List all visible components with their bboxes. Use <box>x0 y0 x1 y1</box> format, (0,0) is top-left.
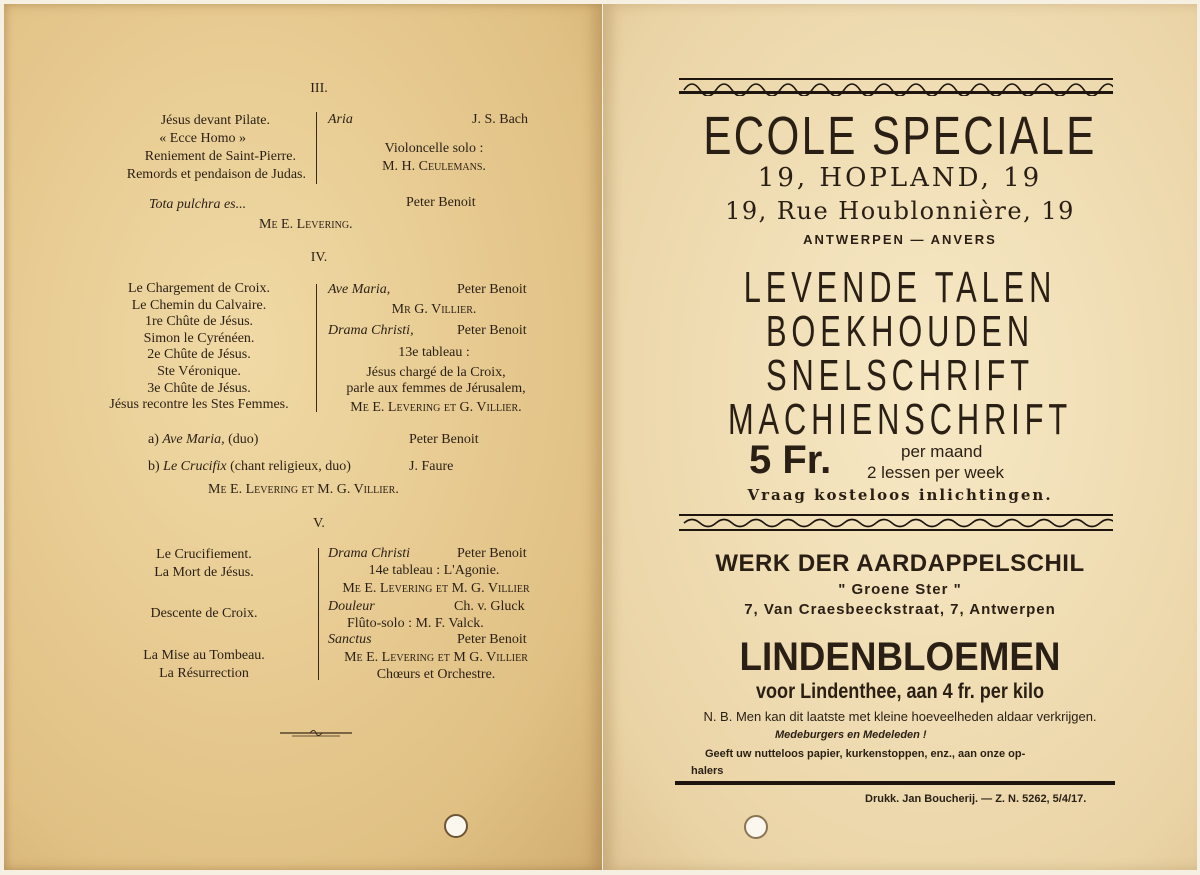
printer-line: Drukk. Jan Boucherij. — Z. N. 5262, 5/4/17. <box>865 793 1087 805</box>
tableau-13: 13e tableau : <box>398 345 470 360</box>
bottom-rule <box>675 781 1115 785</box>
douleur-composer: Ch. v. Gluck <box>454 599 525 614</box>
tableau-14: 14e tableau : L'Agonie. <box>368 563 500 578</box>
scene-line: La Mort de Jésus. <box>154 565 254 580</box>
violoncelle-solo: Violoncelle solo : <box>384 141 484 156</box>
scene-line: 1re Chûte de Jésus. <box>144 314 254 330</box>
per-month: per maand <box>901 442 983 461</box>
flute-solo: Flûto-solo : M. F. Valck. <box>347 616 484 631</box>
werk-address: 7, Van Craesbeeckstraat, 7, Antwerpen <box>744 601 1056 618</box>
scene-line: La Mise au Tombeau. <box>143 648 265 663</box>
bach-composer: J. S. Bach <box>472 112 528 127</box>
column-divider <box>318 548 319 680</box>
ecole-block <box>603 108 1197 164</box>
scene-line: Reniement de Saint-Pierre. <box>144 149 296 164</box>
scene-line: Jésus devant Pilate. <box>160 113 270 128</box>
section-numeral-iv: IV. <box>310 250 328 265</box>
linden-subtitle: voor Lindenthee, aan 4 fr. per kilo <box>755 680 1045 703</box>
middle-ornament-icon <box>679 513 1113 533</box>
section-iii-scenes <box>64 112 306 184</box>
duo-item-a-composer: Peter Benoit <box>409 432 479 447</box>
column-divider <box>316 112 317 184</box>
course-item: SNELSCHRIFT <box>766 351 1034 400</box>
scene-line: Jésus recontre les Stes Femmes. <box>109 397 289 413</box>
item-label: b) <box>148 459 160 474</box>
scene-line: 2e Chûte de Jésus. <box>147 347 251 363</box>
choeurs-orchestre: Chœurs et Orchestre. <box>376 667 496 682</box>
item-note: (duo) <box>228 432 259 447</box>
section-iv-performers: Me E. Levering et G. Villier. <box>350 400 522 415</box>
course-list <box>603 263 1197 444</box>
scene-line: Le Crucifiement. <box>156 547 252 562</box>
give-line-1: Geeft uw nutteloos papier, kurkenstoppen, enz., aan onze op- <box>705 748 1026 760</box>
aria-title: Aria <box>328 112 353 127</box>
duo-item-b-composer: J. Faure <box>409 459 454 474</box>
scene-line: Le Chargement de Croix. <box>127 281 271 296</box>
drama-christi-title: Drama Christi, <box>328 323 414 338</box>
section-v-performers-1: Me E. Levering et M. G. Villier <box>342 581 530 596</box>
item-title: Le Crucifix <box>163 459 227 474</box>
tota-pulchra-title: Tota pulchra es... <box>149 197 247 212</box>
course-item: LEVENDE TALEN <box>743 263 1057 312</box>
address-nl: 19, HOPLAND, 19 <box>757 163 1043 193</box>
drama-christi-v-composer: Peter Benoit <box>457 546 527 561</box>
scene-line: Ste Véronique. <box>157 363 241 379</box>
item-label: a) <box>148 432 159 447</box>
course-item: BOEKHOUDEN <box>765 307 1035 356</box>
drama-christi-composer: Peter Benoit <box>457 323 527 338</box>
binding-hole-icon <box>444 814 468 838</box>
column-divider <box>316 284 317 412</box>
binding-hole-icon <box>744 815 768 839</box>
duo-item-a <box>148 431 258 448</box>
tota-composer: Peter Benoit <box>406 195 476 210</box>
sanctus-composer: Peter Benoit <box>457 632 527 647</box>
werk-subtitle: " Groene Ster " <box>838 581 962 598</box>
item-title: Ave Maria, <box>162 432 225 447</box>
tota-performer: Me E. Levering. <box>259 217 353 232</box>
section-iv-scenes <box>94 281 304 414</box>
scene-line: Remords et pendaison de Judas. <box>126 167 306 182</box>
ecole-title: ECOLE SPECIALE <box>703 106 1097 166</box>
tableau-13-line2: parle aux femmes de Jérusalem, <box>346 381 526 396</box>
top-ornament-icon <box>679 76 1113 96</box>
ave-maria-composer: Peter Benoit <box>457 282 527 297</box>
city-line: ANTWERPEN — ANVERS <box>803 232 997 247</box>
douleur-title: Douleur <box>328 599 375 614</box>
section-numeral-v: V. <box>313 516 325 531</box>
ave-maria-title: Ave Maria, <box>328 282 391 297</box>
info-line: Vraag kosteloos inlichtingen. <box>747 486 1053 504</box>
appeal: Medeburgers en Medeleden ! <box>775 729 927 741</box>
ceulemans-performer: M. H. Ceulemans. <box>382 159 486 174</box>
item-note: (chant religieux, duo) <box>230 459 351 474</box>
section-v-performers-2: Me E. Levering et M G. Villier <box>344 650 528 665</box>
scene-line: La Résurrection <box>159 666 249 681</box>
duo-performers: Me E. Levering et M. G. Villier. <box>208 482 399 497</box>
drama-christi-v-title: Drama Christi <box>328 546 411 561</box>
left-page <box>4 4 602 870</box>
linden-note: N. B. Men kan dit laatste met kleine hoeveelheden aldaar verkrijgen. <box>703 709 1097 724</box>
right-page <box>603 4 1197 870</box>
scene-line: Le Chemin du Calvaire. <box>131 297 267 313</box>
course-item: MACHIENSCHRIFT <box>727 395 1073 444</box>
scene-line: « Ecce Homo » <box>159 131 246 146</box>
scene-line: Simon le Cyrénéen. <box>143 330 255 346</box>
tableau-13-line1: Jésus chargé de la Croix, <box>366 365 506 380</box>
villier-performer: Mr G. Villier. <box>391 302 477 317</box>
sanctus-title: Sanctus <box>328 632 372 647</box>
end-flourish-icon <box>278 728 354 738</box>
linden-title: LINDENBLOEMEN <box>739 635 1061 679</box>
lessons: 2 lessen per week <box>867 463 1005 482</box>
duo-item-b <box>148 458 351 475</box>
section-numeral-iii: III. <box>310 81 328 96</box>
werk-title: WERK DER AARDAPPELSCHIL <box>715 550 1085 577</box>
scene-line: Descente de Croix. <box>150 606 258 621</box>
price: 5 Fr. <box>749 438 832 482</box>
scene-line: 3e Chûte de Jésus. <box>147 380 251 396</box>
give-line-2: halers <box>691 765 724 777</box>
address-fr: 19, Rue Houblonnière, 19 <box>725 197 1075 225</box>
